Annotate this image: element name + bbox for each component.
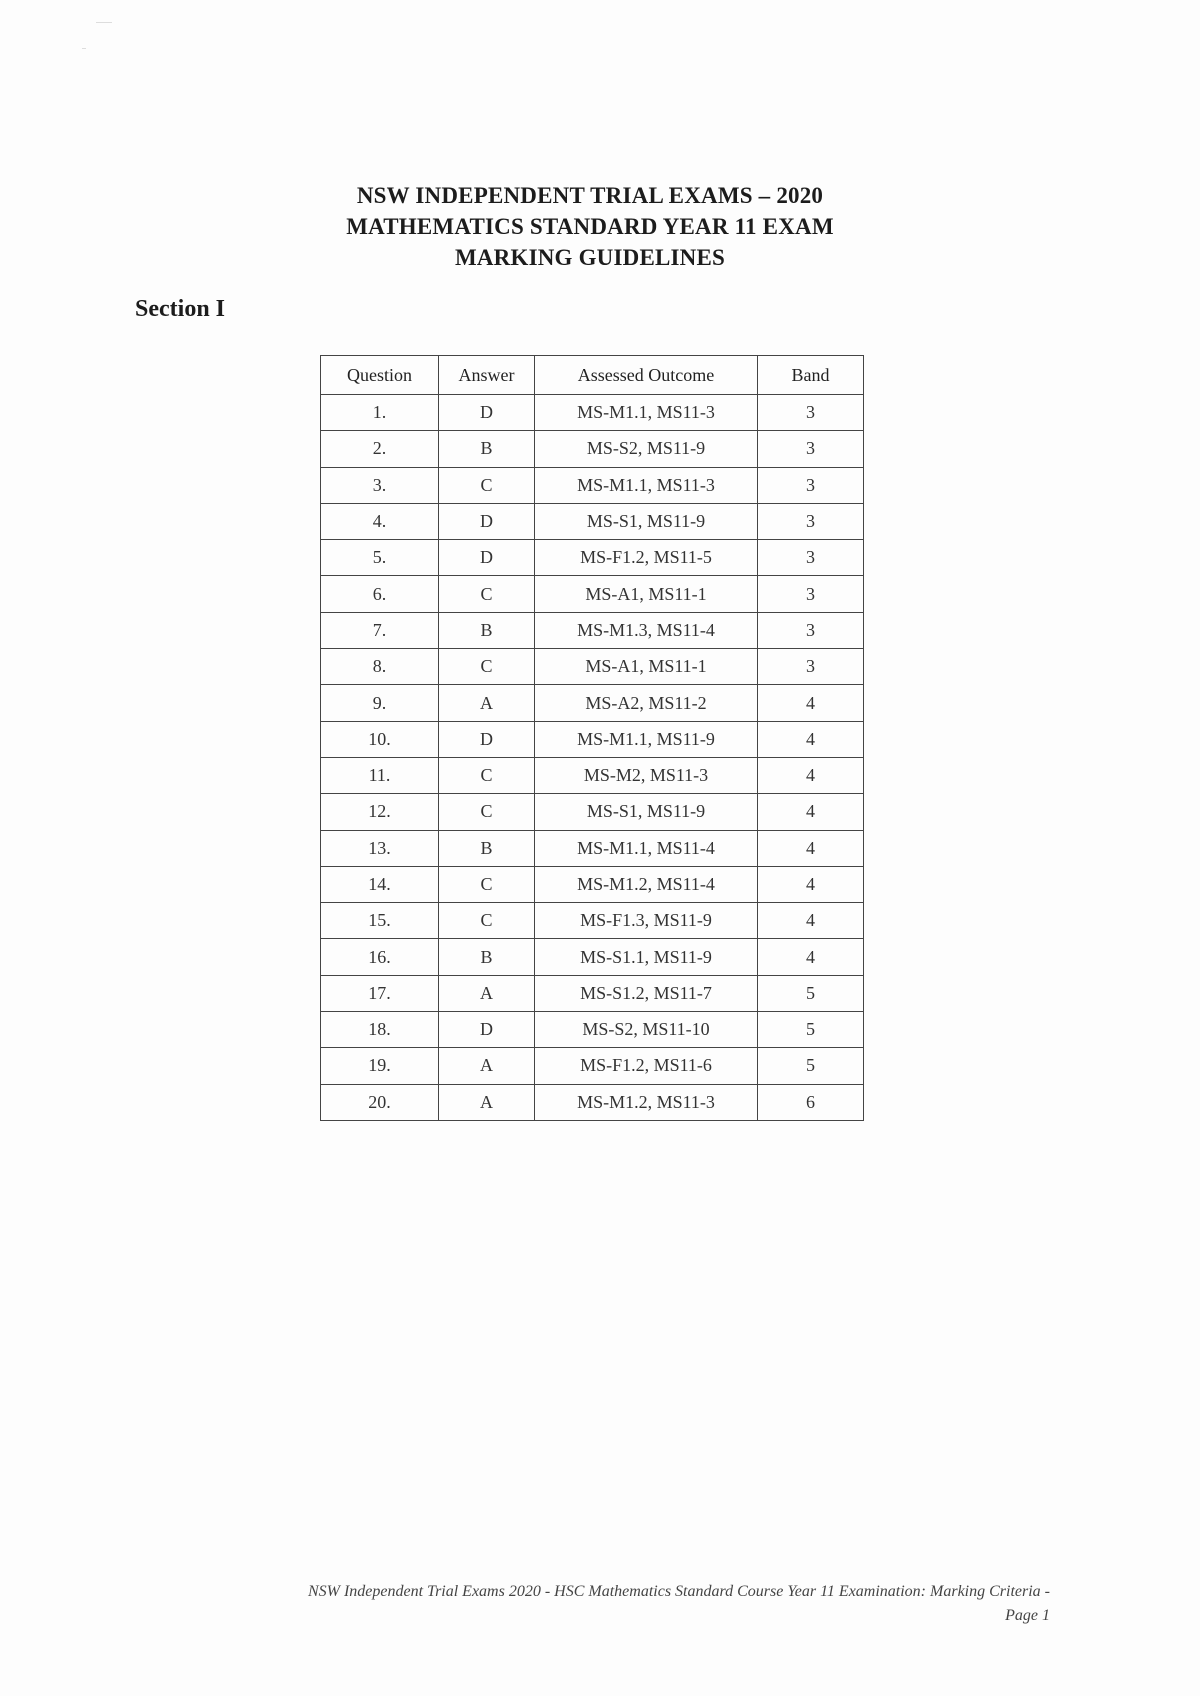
outcome-cell: MS-F1.2, MS11-5 (535, 540, 758, 576)
outcome-cell: MS-A2, MS11-2 (535, 685, 758, 721)
answer-cell: C (439, 576, 535, 612)
header-title-line1: NSW INDEPENDENT TRIAL EXAMS – 2020 (356, 183, 824, 208)
outcome-cell: MS-M1.2, MS11-4 (535, 866, 758, 902)
question-cell: 15. (321, 903, 439, 939)
answer-cell: B (439, 612, 535, 648)
outcome-cell: MS-S1, MS11-9 (535, 503, 758, 539)
answer-cell: D (439, 721, 535, 757)
question-cell: 19. (321, 1048, 439, 1084)
table-row (321, 467, 864, 503)
question-cell: 13. (321, 830, 439, 866)
band-cell: 4 (758, 939, 864, 975)
band-cell: 4 (758, 685, 864, 721)
answer-cell: C (439, 757, 535, 793)
question-cell: 10. (321, 721, 439, 757)
band-cell: 4 (758, 757, 864, 793)
answer-cell: B (439, 939, 535, 975)
table-row (321, 612, 864, 648)
question-cell: 12. (321, 794, 439, 830)
table-header-row (321, 356, 864, 395)
outcome-cell: MS-M1.2, MS11-3 (535, 1084, 758, 1120)
answer-cell: A (439, 975, 535, 1011)
outcome-cell: MS-S1.1, MS11-9 (535, 939, 758, 975)
table-row (321, 540, 864, 576)
table-row (321, 975, 864, 1011)
question-cell: 8. (321, 649, 439, 685)
question-cell: 16. (321, 939, 439, 975)
answer-cell: B (439, 431, 535, 467)
outcome-cell: MS-S1.2, MS11-7 (535, 975, 758, 1011)
question-cell: 20. (321, 1084, 439, 1120)
question-cell: 9. (321, 685, 439, 721)
answer-cell: A (439, 685, 535, 721)
answer-cell: A (439, 1048, 535, 1084)
table-row (321, 685, 864, 721)
band-cell: 4 (758, 903, 864, 939)
question-cell: 1. (321, 395, 439, 431)
outcome-cell: MS-A1, MS11-1 (535, 649, 758, 685)
band-cell: 3 (758, 576, 864, 612)
band-cell: 4 (758, 830, 864, 866)
band-cell: 5 (758, 1012, 864, 1048)
table-row (321, 903, 864, 939)
outcome-cell: MS-F1.2, MS11-6 (535, 1048, 758, 1084)
band-cell: 3 (758, 649, 864, 685)
header-title-line3: MARKING GUIDELINES (454, 245, 726, 270)
page-footer (100, 1580, 1050, 1628)
question-cell: 14. (321, 866, 439, 902)
outcome-cell: MS-F1.3, MS11-9 (535, 903, 758, 939)
band-cell: 3 (758, 395, 864, 431)
band-cell: 4 (758, 866, 864, 902)
table-body (321, 395, 864, 1121)
answer-cell: C (439, 866, 535, 902)
answer-cell: A (439, 1084, 535, 1120)
question-cell: 3. (321, 467, 439, 503)
column-header-band: Band (758, 356, 864, 395)
question-cell: 2. (321, 431, 439, 467)
footer-text: NSW Independent Trial Exams 2020 - HSC Mathematics Standard Course Year 11 Examination: Marking Criteria - (307, 1583, 1050, 1600)
question-cell: 5. (321, 540, 439, 576)
question-cell: 6. (321, 576, 439, 612)
band-cell: 5 (758, 975, 864, 1011)
outcome-cell: MS-S2, MS11-10 (535, 1012, 758, 1048)
page-number: Page 1 (1005, 1607, 1050, 1624)
table-row (321, 721, 864, 757)
answer-cell: C (439, 467, 535, 503)
table-row (321, 395, 864, 431)
band-cell: 5 (758, 1048, 864, 1084)
table-row (321, 431, 864, 467)
outcome-cell: MS-M1.1, MS11-3 (535, 395, 758, 431)
answer-cell: C (439, 903, 535, 939)
section-title: Section I (135, 296, 225, 322)
answer-cell: C (439, 794, 535, 830)
band-cell: 3 (758, 612, 864, 648)
table-row (321, 1084, 864, 1120)
column-header-question: Question (321, 356, 439, 395)
band-cell: 4 (758, 794, 864, 830)
outcome-cell: MS-M2, MS11-3 (535, 757, 758, 793)
table-row (321, 1048, 864, 1084)
table-row (321, 866, 864, 902)
column-header-outcome: Assessed Outcome (535, 356, 758, 395)
table-row (321, 503, 864, 539)
column-header-answer: Answer (439, 356, 535, 395)
table-row (321, 757, 864, 793)
band-cell: 3 (758, 431, 864, 467)
question-cell: 7. (321, 612, 439, 648)
document-header (0, 180, 1180, 273)
table-row (321, 794, 864, 830)
scan-mark (82, 48, 86, 49)
band-cell: 4 (758, 721, 864, 757)
band-cell: 6 (758, 1084, 864, 1120)
outcome-cell: MS-S2, MS11-9 (535, 431, 758, 467)
answer-cell: D (439, 503, 535, 539)
outcome-cell: MS-M1.1, MS11-4 (535, 830, 758, 866)
answer-cell: C (439, 649, 535, 685)
table-row (321, 1012, 864, 1048)
answer-cell: D (439, 540, 535, 576)
table-row (321, 576, 864, 612)
answer-cell: D (439, 1012, 535, 1048)
outcome-cell: MS-S1, MS11-9 (535, 794, 758, 830)
band-cell: 3 (758, 467, 864, 503)
question-cell: 11. (321, 757, 439, 793)
answer-cell: D (439, 395, 535, 431)
outcome-cell: MS-M1.1, MS11-3 (535, 467, 758, 503)
question-cell: 17. (321, 975, 439, 1011)
answer-table (320, 355, 864, 1121)
table-row (321, 830, 864, 866)
question-cell: 18. (321, 1012, 439, 1048)
answer-cell: B (439, 830, 535, 866)
outcome-cell: MS-M1.1, MS11-9 (535, 721, 758, 757)
outcome-cell: MS-A1, MS11-1 (535, 576, 758, 612)
table-row (321, 939, 864, 975)
band-cell: 3 (758, 503, 864, 539)
table-row (321, 649, 864, 685)
outcome-cell: MS-M1.3, MS11-4 (535, 612, 758, 648)
header-title-line2: MATHEMATICS STANDARD YEAR 11 EXAM (346, 214, 834, 239)
scan-mark (96, 22, 112, 23)
band-cell: 3 (758, 540, 864, 576)
question-cell: 4. (321, 503, 439, 539)
